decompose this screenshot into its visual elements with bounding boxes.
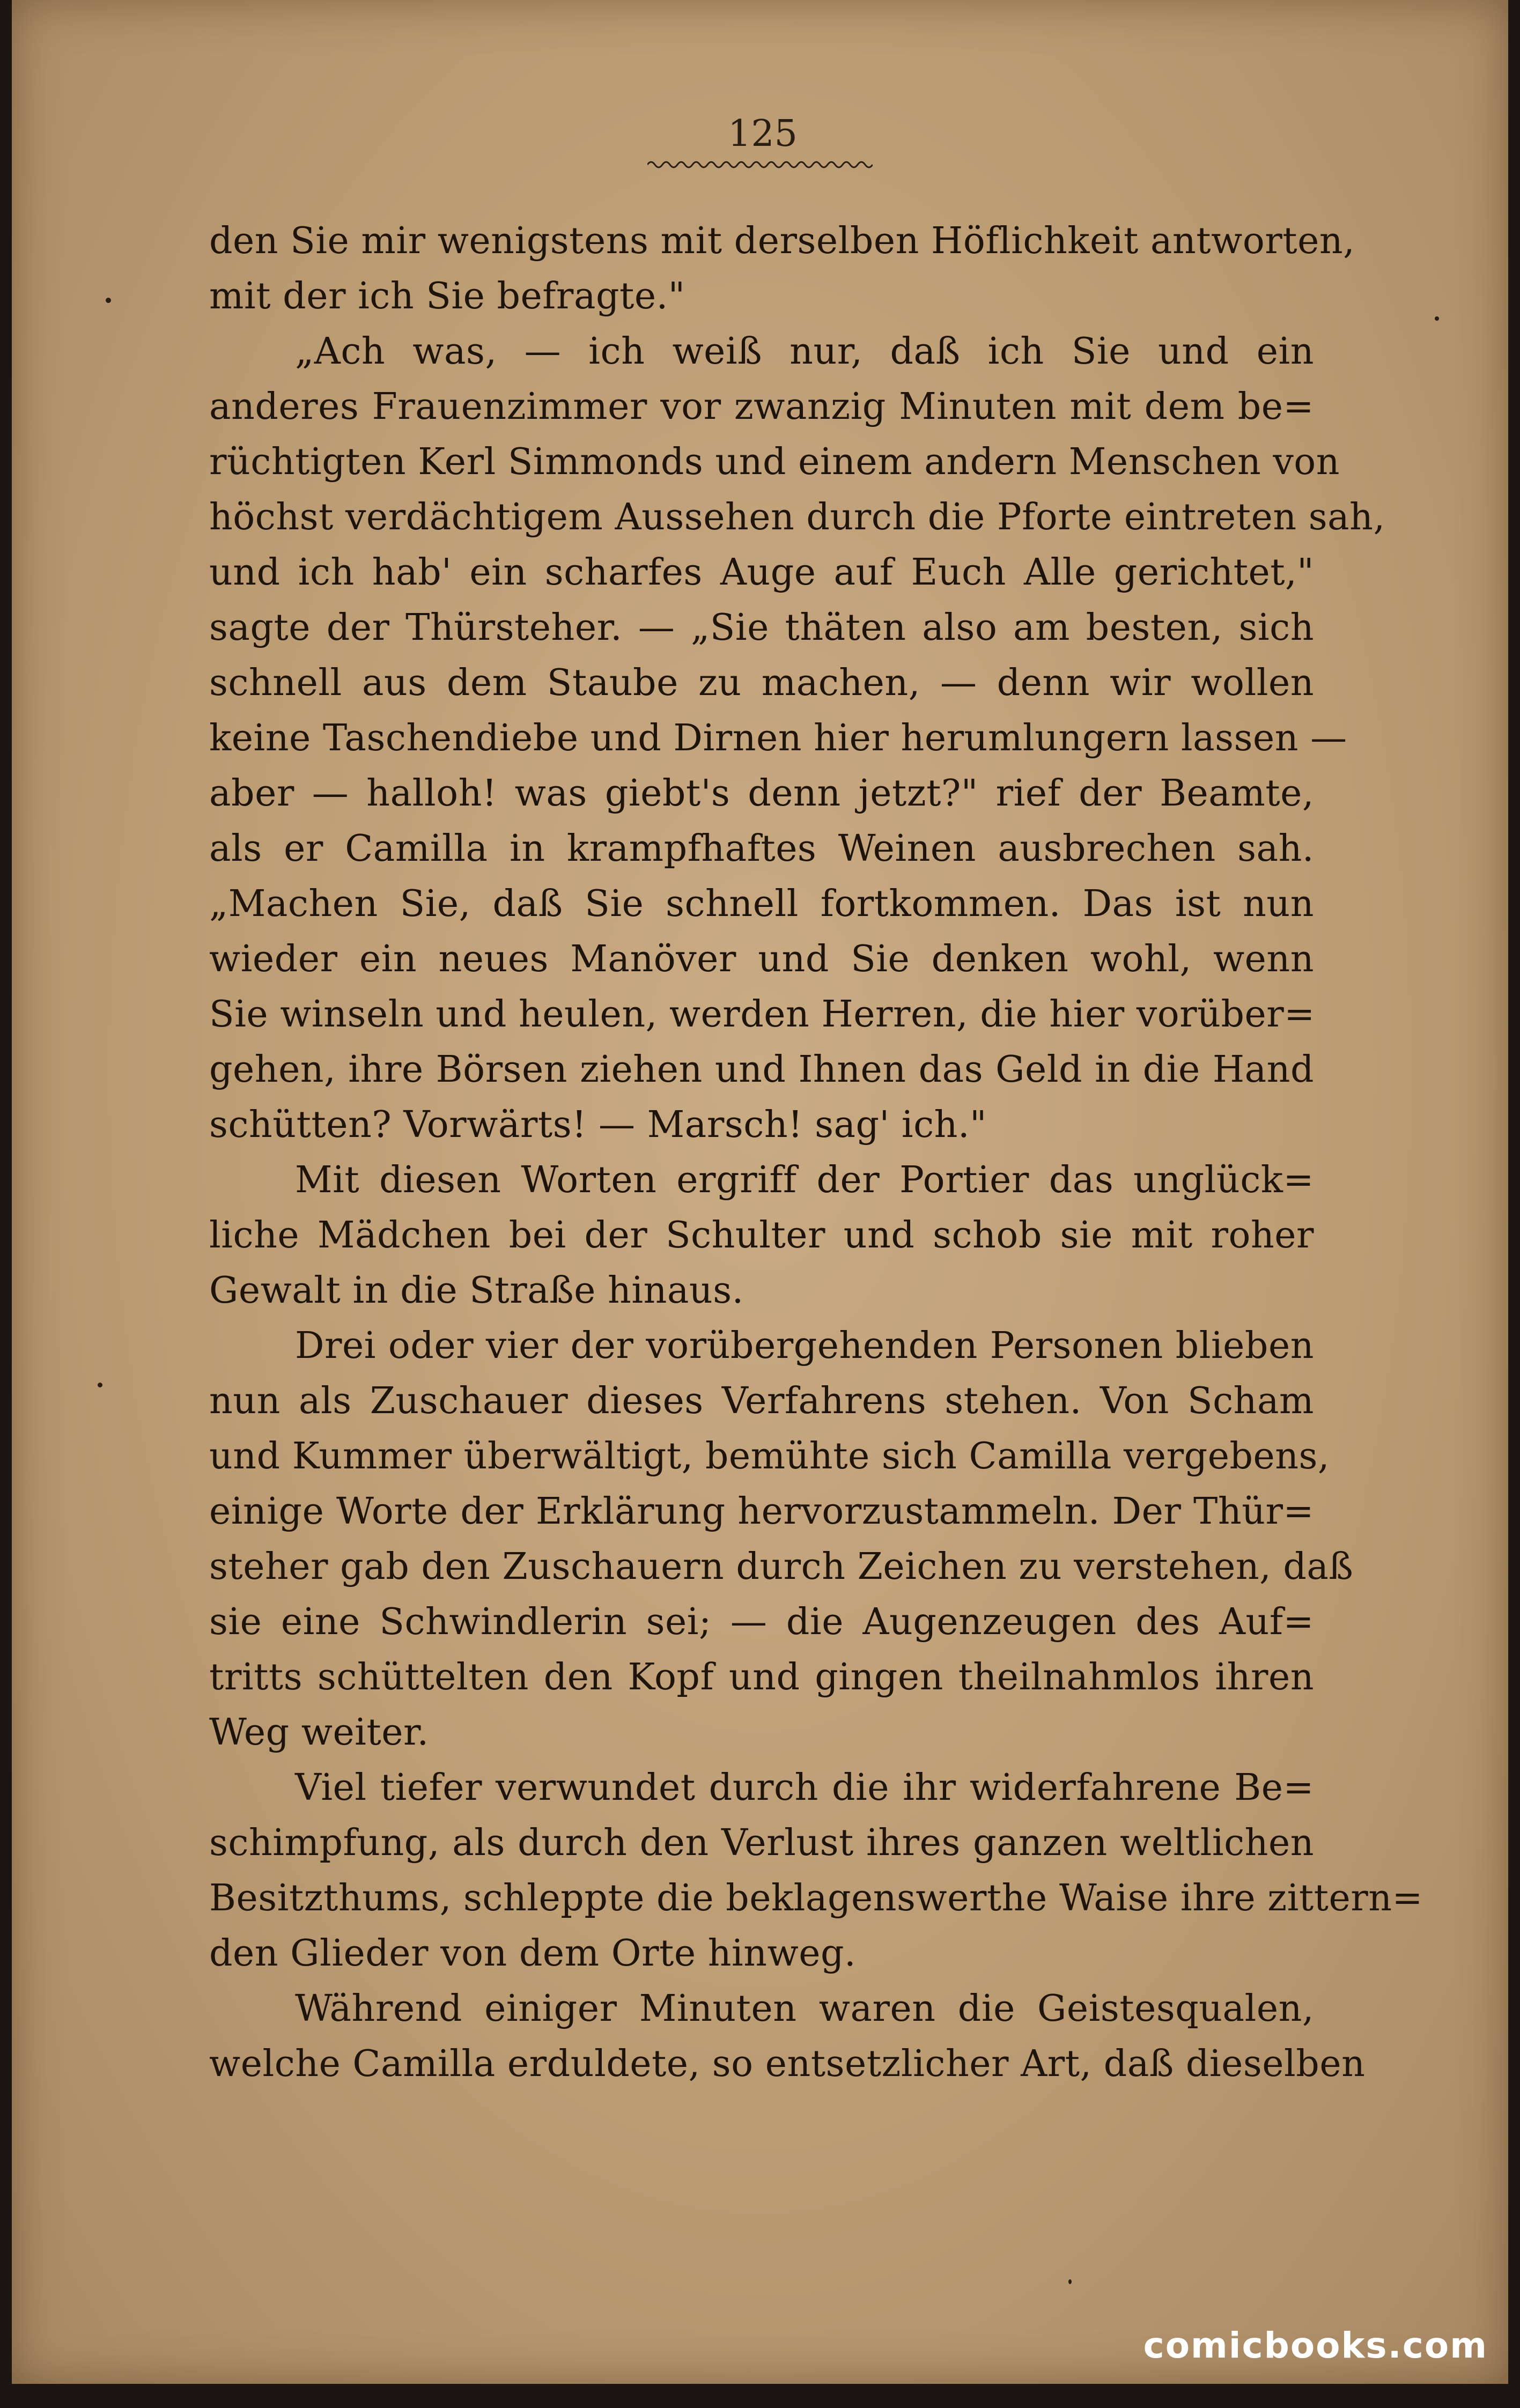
text-line: rüchtigten Kerl Simmonds und einem andern Menschen von [209,441,1340,483]
text-line: gehen, ihre Börsen ziehen und Ihnen das Geld in die Hand [209,1048,1314,1091]
paper-speck [1068,2279,1072,2284]
text-line: den Sie mir wenigstens mit derselben Höflichkeit antworten, [209,220,1355,262]
text-body [209,213,1423,2092]
text-line: nun als Zuschauer dieses Verfahrens stehen. Von Scham [209,1380,1314,1422]
text-line: und ich hab' ein scharfes Auge auf Euch Alle gerichtet," [209,551,1314,594]
book-page [12,0,1508,2384]
text-line: mit der ich Sie befragte." [209,275,685,317]
watermark: comicbooks.com [1143,2325,1488,2366]
text-line: Mit diesen Worten ergriff der Portier das unglück= [295,1159,1314,1201]
text-line: sagte der Thürsteher. — „Sie thäten also am besten, sich [209,607,1314,649]
paper-speck [106,298,111,303]
page-number: 125 [728,113,798,155]
text-line: anderes Frauenzimmer vor zwanzig Minuten mit dem be= [209,386,1314,428]
text-line: sie eine Schwindlerin sei; — die Augenzeugen des Auf= [209,1601,1314,1643]
text-line: und Kummer überwältigt, bemühte sich Camilla vergebens, [209,1435,1330,1478]
text-line: Weg weiter. [209,1711,429,1754]
paper-speck [98,1383,102,1387]
text-line: aber — halloh! was giebt's denn jetzt?" rief der Beamte, [209,772,1314,815]
text-line: wieder ein neues Manöver und Sie denken wohl, wenn [209,938,1314,980]
text-line: „Machen Sie, daß Sie schnell fortkommen. Das ist nun [209,883,1314,925]
text-line: „Ach was, — ich weiß nur, daß ich Sie und ein [295,330,1314,373]
text-line: schütten? Vorwärts! — Marsch! sag' ich." [209,1104,987,1146]
text-line: den Glieder von dem Orte hinweg. [209,1932,857,1975]
text-line: höchst verdächtigem Aussehen durch die Pforte eintreten sah, [209,496,1385,538]
text-line: welche Camilla erduldete, so entsetzlicher Art, daß dieselben [209,2043,1366,2085]
text-line: Drei oder vier der vorübergehenden Personen blieben [295,1325,1314,1367]
text-line: Viel tiefer verwundet durch die ihr widerfahrene Be= [295,1767,1314,1809]
text-line: schnell aus dem Staube zu machen, — denn wir wollen [209,662,1314,704]
text-line: schimpfung, als durch den Verlust ihres ganzen weltlichen [209,1822,1314,1864]
text-line: Besitzthums, schleppte die beklagenswerthe Waise ihre zittern= [209,1877,1423,1919]
wavy-ornament-divider [647,159,873,171]
text-line: tritts schüttelten den Kopf und gingen theilnahmlos ihren [209,1656,1314,1698]
text-line: einige Worte der Erklärung hervorzustammeln. Der Thür= [209,1490,1314,1533]
text-line: steher gab den Zuschauern durch Zeichen zu verstehen, daß [209,1546,1354,1588]
text-line: Sie winseln und heulen, werden Herren, die hier vorüber= [209,993,1315,1036]
text-line: Während einiger Minuten waren die Geistesqualen, [295,1988,1314,2030]
text-line: Gewalt in die Straße hinaus. [209,1269,744,1312]
text-line: liche Mädchen bei der Schulter und schob sie mit roher [209,1214,1314,1257]
text-line: als er Camilla in krampfhaftes Weinen ausbrechen sah. [209,828,1314,870]
paper-speck [1435,316,1439,321]
text-line: keine Taschendiebe und Dirnen hier herumlungern lassen — [209,717,1347,759]
